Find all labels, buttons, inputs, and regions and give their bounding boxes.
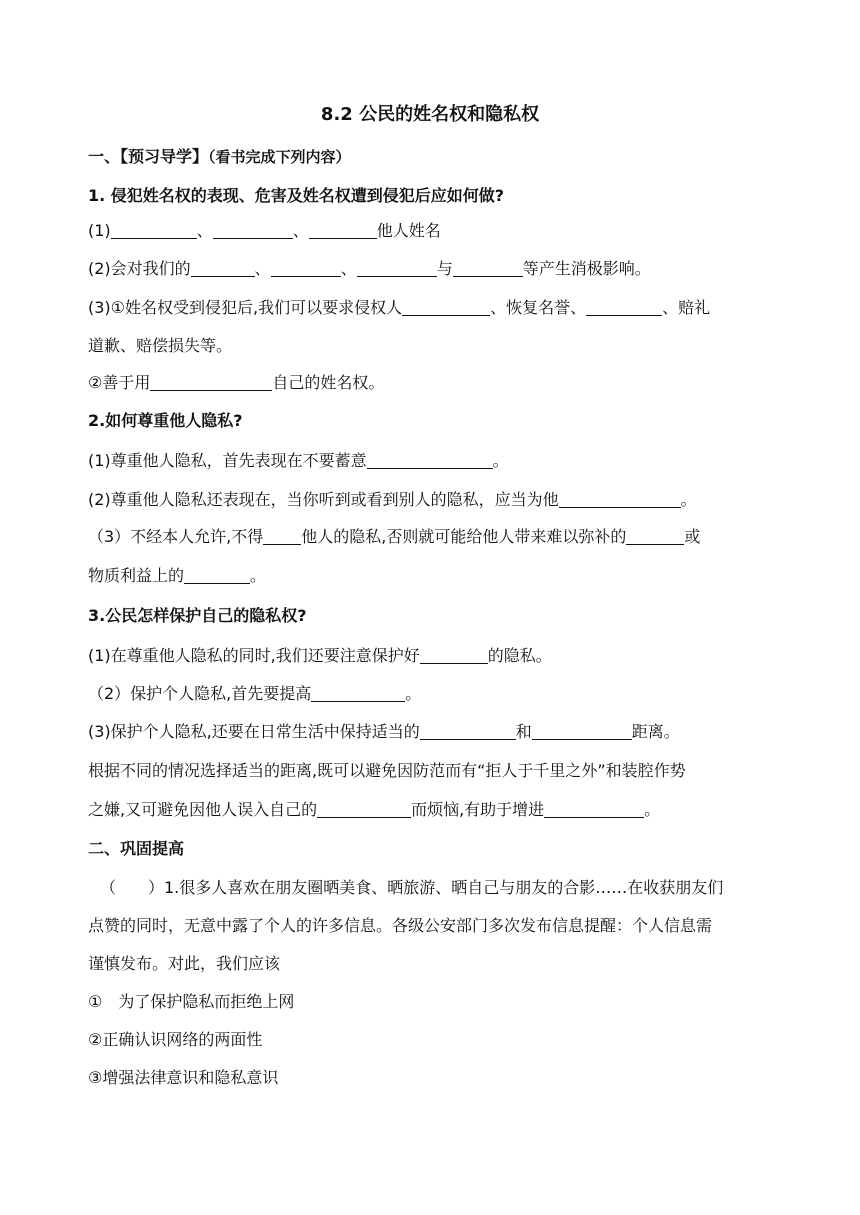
q1-l2-sep2: 、 (340, 259, 357, 278)
q1-l1-sep1: 、 (196, 221, 213, 240)
q1-l2-tail: 等产生消极影响。 (522, 259, 651, 278)
q2-l2-tail: 。 (680, 490, 697, 509)
q2-l1-tail: 。 (492, 451, 509, 470)
fill-blank[interactable] (111, 222, 197, 239)
page-title: 8.2 公民的姓名权和隐私权 (320, 104, 540, 125)
fill-blank[interactable] (420, 647, 488, 664)
s2-option-3: ③增强法律意识和隐私意识 (88, 1068, 279, 1087)
q2-l3-mid: 他人的隐私,否则就可能给他人带来难以弥补的 (301, 527, 627, 546)
q1-l5-tail: 自己的姓名权。 (272, 373, 385, 392)
q3-line5 (88, 799, 660, 821)
q1-l3-prefix: (3)①姓名权受到侵犯后,我们可以要求侵权人 (88, 298, 403, 317)
section1-heading-row (88, 146, 351, 168)
q3-l3-mid: 和 (515, 722, 532, 741)
q1-l3-tail: 、赔礼 (662, 298, 711, 317)
q3-l1-prefix: (1)在尊重他人隐私的同时,我们还要注意保护好 (88, 646, 420, 665)
fill-blank[interactable] (367, 452, 493, 469)
fill-blank[interactable] (271, 260, 341, 277)
fill-blank[interactable] (184, 567, 250, 584)
q3-line1 (88, 645, 552, 667)
section2-heading: 二、巩固提高 (88, 839, 185, 858)
fill-blank[interactable] (453, 260, 523, 277)
q2-l4-tail: 。 (250, 566, 267, 585)
fill-blank[interactable] (626, 528, 684, 545)
section1-heading: 一、【预习导学】 (88, 147, 209, 166)
q2-line1 (88, 450, 509, 472)
q3-l3-tail: 距离。 (631, 722, 680, 741)
q2-line4 (88, 565, 266, 587)
q3-l3-prefix: (3)保护个人隐私,还要在日常生活中保持适当的 (88, 722, 420, 741)
q2-line2 (88, 489, 697, 511)
fill-blank[interactable] (263, 528, 301, 545)
fill-blank[interactable] (317, 801, 411, 818)
q1-line3 (88, 297, 710, 319)
q2-l2-prefix: (2)尊重他人隐私还表现在，当你听到或看到别人的隐私，应当为他 (88, 490, 559, 509)
s2-question-line2: 点赞的同时，无意中露了个人的许多信息。各级公安部门多次发布信息提醒：个人信息需 (88, 916, 713, 935)
fill-blank[interactable] (544, 801, 644, 818)
fill-blank[interactable] (586, 299, 662, 316)
q2-line3 (88, 526, 700, 548)
q1-heading: 1. 侵犯姓名权的表现、危害及姓名权遭到侵犯后应如何做? (88, 186, 505, 205)
q1-l1-tail: 他人姓名 (376, 221, 441, 240)
fill-blank[interactable] (357, 260, 437, 277)
q3-line3 (88, 721, 680, 743)
s2-option-1: ① 为了保护隐私而拒绝上网 (88, 992, 295, 1011)
q3-line2 (88, 683, 421, 705)
q1-l2-prefix: (2)会对我们的 (88, 259, 191, 278)
q1-l1-sep2: 、 (292, 221, 309, 240)
q3-l5-mid: 而烦恼,有助于增进 (411, 800, 545, 819)
fill-blank[interactable] (559, 491, 681, 508)
fill-blank[interactable] (150, 374, 272, 391)
q3-l5-prefix: 之嫌,又可避免因他人误入自己的 (88, 800, 318, 819)
fill-blank[interactable] (532, 723, 632, 740)
q1-line2 (88, 258, 651, 280)
s2-question-line1: （ ）1.很多人喜欢在朋友圈晒美食、晒旅游、晒自己与朋友的合影……在收获朋友们 (100, 878, 724, 897)
q1-l1-prefix: (1) (88, 221, 111, 240)
fill-blank[interactable] (213, 222, 293, 239)
q1-l2-sep1: 、 (254, 259, 271, 278)
q1-line1 (88, 220, 441, 242)
q1-l5-prefix: ②善于用 (88, 373, 151, 392)
fill-blank[interactable] (191, 260, 255, 277)
q1-l3-mid: 、恢复名誉、 (490, 298, 587, 317)
s2-question-line3: 谨慎发布。对此，我们应该 (88, 954, 281, 973)
fill-blank[interactable] (309, 222, 377, 239)
section1-note: （看书完成下列内容） (208, 148, 351, 166)
q2-l1-prefix: (1)尊重他人隐私，首先表现在不要蓄意 (88, 451, 367, 470)
q3-line4: 根据不同的情况选择适当的距离,既可以避免因防范而有“拒人于千里之外”和装腔作势 (88, 761, 686, 780)
q3-l2-tail: 。 (405, 684, 422, 703)
q2-l4-prefix: 物质利益上的 (88, 566, 185, 585)
q2-l3-prefix: （3）不经本人允许,不得 (88, 527, 264, 546)
fill-blank[interactable] (311, 685, 405, 702)
fill-blank[interactable] (402, 299, 490, 316)
q3-l5-tail: 。 (644, 800, 661, 819)
q3-heading: 3.公民怎样保护自己的隐私权? (88, 606, 307, 625)
q2-heading: 2.如何尊重他人隐私? (88, 411, 243, 430)
q3-l1-tail: 的隐私。 (487, 646, 552, 665)
q3-l2-prefix: （2）保护个人隐私,首先要提高 (88, 684, 312, 703)
q1-l2-mid: 与 (436, 259, 453, 278)
fill-blank[interactable] (420, 723, 516, 740)
s2-option-2: ②正确认识网络的两面性 (88, 1030, 263, 1049)
q1-line5 (88, 372, 384, 394)
q1-line4: 道歉、赔偿损失等。 (88, 336, 233, 355)
q2-l3-tail: 或 (684, 527, 701, 546)
